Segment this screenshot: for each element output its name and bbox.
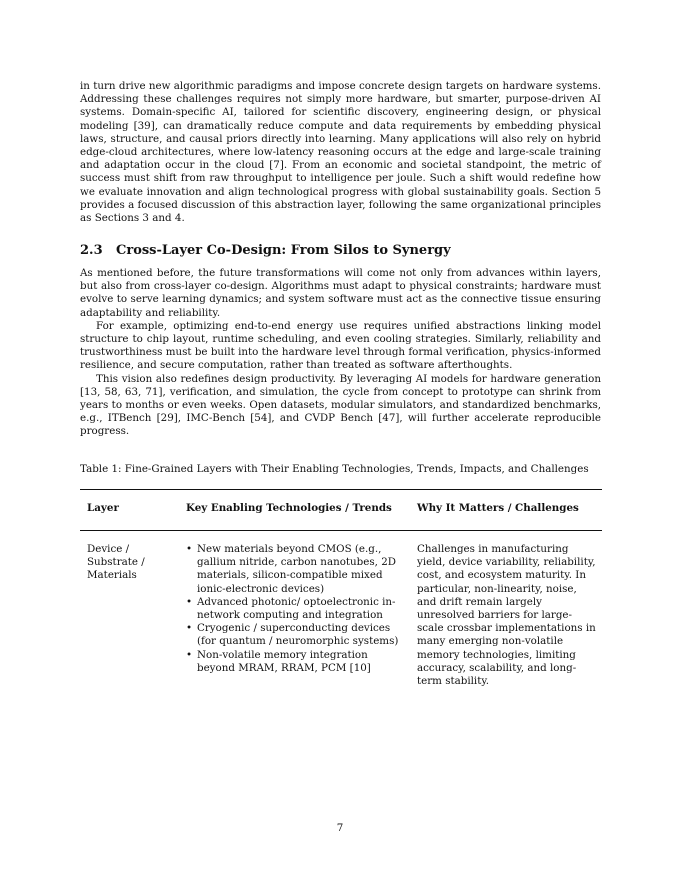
intro-paragraph-block <box>80 80 601 225</box>
table-cell-why: Challenges in manufacturing yield, device variability, reliability, cost, and ecosystem maturity. In particular, non-linearity, noise, and drift remain largely unresolved barriers for large-scale crossbar implementations in many emerging non-volatile memory technologies, limiting accuracy, scalability, and long-term stability. <box>417 543 596 688</box>
table-top-rule <box>80 489 602 490</box>
technology-list-item: • Non-volatile memory integration beyond MRAM, RRAM, PCM [10] <box>186 649 408 675</box>
technology-list-item: • Advanced photonic/ optoelectronic in-network computing and integration <box>186 596 408 622</box>
table-header-rule <box>80 530 602 531</box>
section-paragraph: For example, optimizing end-to-end energy use requires unified abstractions linking model structure to chip layout, runtime scheduling, and even cooling strategies. Similarly, reliability and trustworthiness must be built into the hardware level through formal verification, physics-informed resilience, and secure computation, rather than treated as software afterthoughts. <box>80 319 601 372</box>
section-paragraph: As mentioned before, the future transformations will come not only from advances within layers, but also from cross-layer co-design. Algorithms must adapt to physical constraints; hardware must evolve to serve learning dynamics; and system software must act as the connective tissue ensuring adaptability and reliability. <box>80 267 601 319</box>
section-number: 2.3 <box>80 243 103 258</box>
section-title: Cross-Layer Co-Design: From Silos to Synergy <box>116 243 451 258</box>
section-heading <box>80 243 601 259</box>
intro-paragraph: in turn drive new algorithmic paradigms and impose concrete design targets on hardware systems. Addressing these challenges requires not simply more hardware, but smarter, purpose-driven AI systems. Domain-specific AI, tailored for scientific discovery, engineering design, or physical modeling [39], can dramatically reduce compute and data requirements by embedding physical laws, structure, and causal priors directly into learning. Many applications will also rely on hybrid edge-cloud architectures, where low-latency reasoning occurs at the edge and large-scale training and adaptation occur in the cloud [7]. From an economic and societal standpoint, the metric of success must shift from raw throughput to intelligence per joule. Such a shift would redefine how we evaluate innovation and align technological progress with global sustainability goals. Section 5 provides a focused discussion of this abstraction layer, following the same organizational principles as Sections 3 and 4. <box>80 80 601 225</box>
technology-list-item: • New materials beyond CMOS (e.g., gallium nitride, carbon nanotubes, 2D materials, silicon-compatible mixed ionic-electronic devices) <box>186 543 408 596</box>
table-header-technologies: Key Enabling Technologies / Trends <box>186 502 392 514</box>
page-number: 7 <box>336 822 344 834</box>
table-caption: Table 1: Fine-Grained Layers with Their Enabling Technologies, Trends, Impacts, and Challenges <box>80 463 589 475</box>
section-paragraph: This vision also redefines design productivity. By leveraging AI models for hardware generation [13, 58, 63, 71], verification, and simulation, the cycle from concept to prototype can shrink from years to months or even weeks. Open datasets, modular simulators, and standardized benchmarks, e.g., ITBench [29], IMC-Bench [54], and CVDP Bench [47], will further accelerate reproducible progress. <box>80 372 601 438</box>
table-header-layer: Layer <box>87 502 119 514</box>
table-header-why: Why It Matters / Challenges <box>417 502 579 514</box>
technology-list-item: • Cryogenic / superconducting devices (for quantum / neuromorphic systems) <box>186 622 408 648</box>
technology-list <box>186 543 408 675</box>
table-cell-technologies <box>186 543 408 675</box>
section-body <box>80 267 601 439</box>
table-cell-layer: Device / Substrate / Materials <box>87 543 145 582</box>
